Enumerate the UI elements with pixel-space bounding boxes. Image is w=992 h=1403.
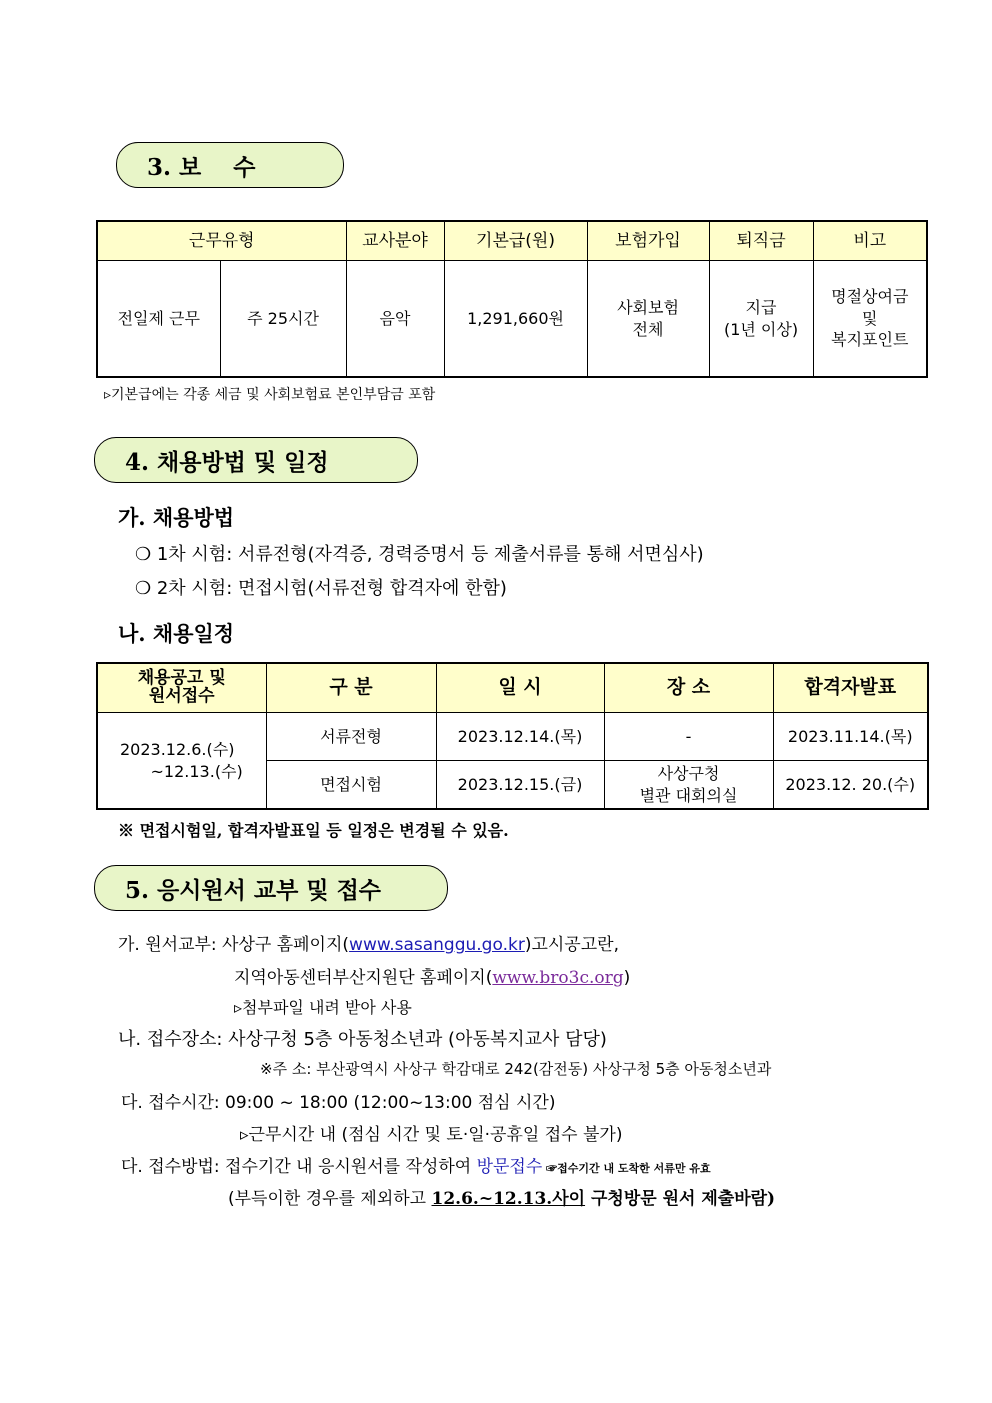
th-severance: 퇴직금 (709, 221, 813, 261)
td-category: 면접시험 (266, 761, 436, 810)
distribution-note: ▹첨부파일 내려 받아 사용 (234, 998, 412, 1017)
reception-time: 다. 접수시간: 09:00 ~ 18:00 (12:00~13:00 점심 시간) (121, 1093, 556, 1113)
method-label: 다. 접수방법: 접수기간 내 응시원서를 작성하여 (121, 1157, 477, 1177)
th-base-pay: 기본급(원) (444, 221, 587, 261)
td-work-hours: 주 25시간 (220, 261, 346, 378)
td-result: 2023.12. 20.(수) (773, 761, 928, 810)
reception-address: ※주 소: 부산광역시 사상구 학감대로 242(감전동) 사상구청 5층 아동청소년과 (260, 1060, 772, 1078)
distribution-label: 가. 원서교부: 사상구 홈페이지( (118, 935, 350, 955)
section-3-title: 3. 보 수 (116, 142, 344, 188)
schedule-subtitle: 나. 채용일정 (118, 621, 235, 646)
td-datetime: 2023.12.15.(금) (436, 761, 604, 810)
td-place: - (604, 713, 773, 761)
td-category: 서류전형 (266, 713, 436, 761)
th-insurance: 보험가입 (587, 221, 709, 261)
bro3c-link[interactable]: www.bro3c.org (492, 968, 624, 988)
salary-note: ▹기본급에는 각종 세금 및 사회보험료 본인부담금 포함 (104, 387, 436, 403)
method-period: 12.6.~12.13.사이 (431, 1189, 586, 1209)
section-4-title: 4. 채용방법 및 일정 (94, 437, 418, 483)
visit-reception: 방문접수 (476, 1157, 543, 1177)
reception-time-note: ▹근무시간 내 (점심 시간 및 토·일·공휴일 접수 불가) (240, 1125, 623, 1145)
method-item-2: ❍ 2차 시험: 면접시험(서류전형 합격자에 한함) (135, 578, 507, 599)
th-remarks: 비고 (813, 221, 927, 261)
td-datetime: 2023.12.14.(목) (436, 713, 604, 761)
th-announce: 채용공고 및 원서접수 (97, 663, 266, 713)
th-datetime: 일 시 (436, 663, 604, 713)
salary-table (96, 220, 928, 378)
th-work-type: 근무유형 (97, 221, 346, 261)
td-insurance: 사회보험 전체 (587, 261, 709, 378)
td-severance: 지급 (1년 이상) (709, 261, 813, 378)
distribution-label-2: 지역아동센터부산지원단 홈페이지( (234, 968, 493, 988)
td-remarks: 명절상여금 및 복지포인트 (813, 261, 927, 378)
td-base-pay: 1,291,660원 (444, 261, 587, 378)
distribution-tail-2: ) (623, 968, 631, 988)
th-result: 합격자발표 (773, 663, 928, 713)
method-small-note: ☞접수기간 내 도착한 서류만 유효 (542, 1162, 711, 1175)
th-teacher-field: 교사분야 (346, 221, 444, 261)
method-subtitle: 가. 채용방법 (118, 505, 235, 530)
td-result: 2023.11.14.(목) (773, 713, 928, 761)
distribution-line (118, 930, 619, 955)
method-note-b: 구청방문 원서 제출바람) (585, 1189, 776, 1209)
td-announce-period: 2023.12.6.(수) ~12.13.(수) (97, 713, 266, 810)
reception-place: 나. 접수장소: 사상구청 5층 아동청소년과 (아동복지교사 담당) (118, 1029, 607, 1050)
reception-method (121, 1152, 711, 1177)
distribution-tail: )고시공고란, (524, 935, 619, 955)
th-place: 장 소 (604, 663, 773, 713)
td-teacher-field: 음악 (346, 261, 444, 378)
method-note-a: (부득이한 경우를 제외하고 (228, 1189, 432, 1209)
sasanggu-link[interactable]: www.sasanggu.go.kr (349, 935, 525, 955)
reception-method-2 (228, 1184, 775, 1209)
schedule-note: ※ 면접시험일, 합격자발표일 등 일정은 변경될 수 있음. (118, 821, 509, 840)
td-work-type: 전일제 근무 (97, 261, 220, 378)
distribution-line-2 (234, 963, 630, 988)
section-5-title: 5. 응시원서 교부 및 접수 (94, 865, 448, 911)
th-category: 구 분 (266, 663, 436, 713)
schedule-table (96, 662, 929, 810)
td-place: 사상구청 별관 대회의실 (604, 761, 773, 810)
method-item-1: ❍ 1차 시험: 서류전형(자격증, 경력증명서 등 제출서류를 통해 서면심사) (135, 544, 704, 565)
